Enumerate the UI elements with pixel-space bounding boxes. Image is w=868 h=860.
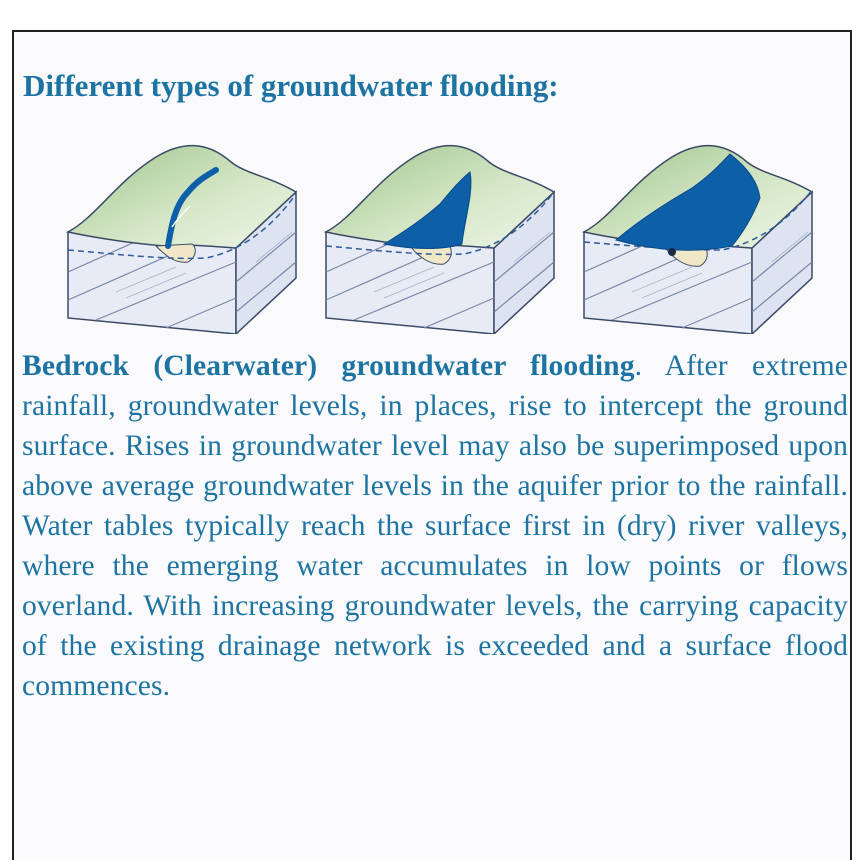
paragraph-lead: Bedrock (Clearwater) groundwater flooding	[22, 350, 635, 382]
description-paragraph	[22, 346, 848, 706]
document-panel	[12, 30, 852, 860]
groundwater-block-stream-icon	[56, 122, 300, 334]
paragraph-body: . After extreme rainfall, groundwater levels, in places, rise to intercept the ground surface. Rises in groundwater level may also be superimposed upon above average groundwater levels in the aquifer prior to the rainfall. Water tables typically reach the surface first in (dry) river valleys, where the emerging water accumulates in low points or flows overland. With increasing groundwater levels, the carrying capacity of the existing drainage network is exceeded and a surface flood commences.	[22, 350, 848, 702]
section-heading: Different types of groundwater flooding:	[23, 68, 559, 103]
groundwater-block-flood-icon	[572, 122, 816, 334]
flooding-diagrams	[56, 122, 816, 334]
groundwater-block-pool-icon	[314, 122, 558, 334]
